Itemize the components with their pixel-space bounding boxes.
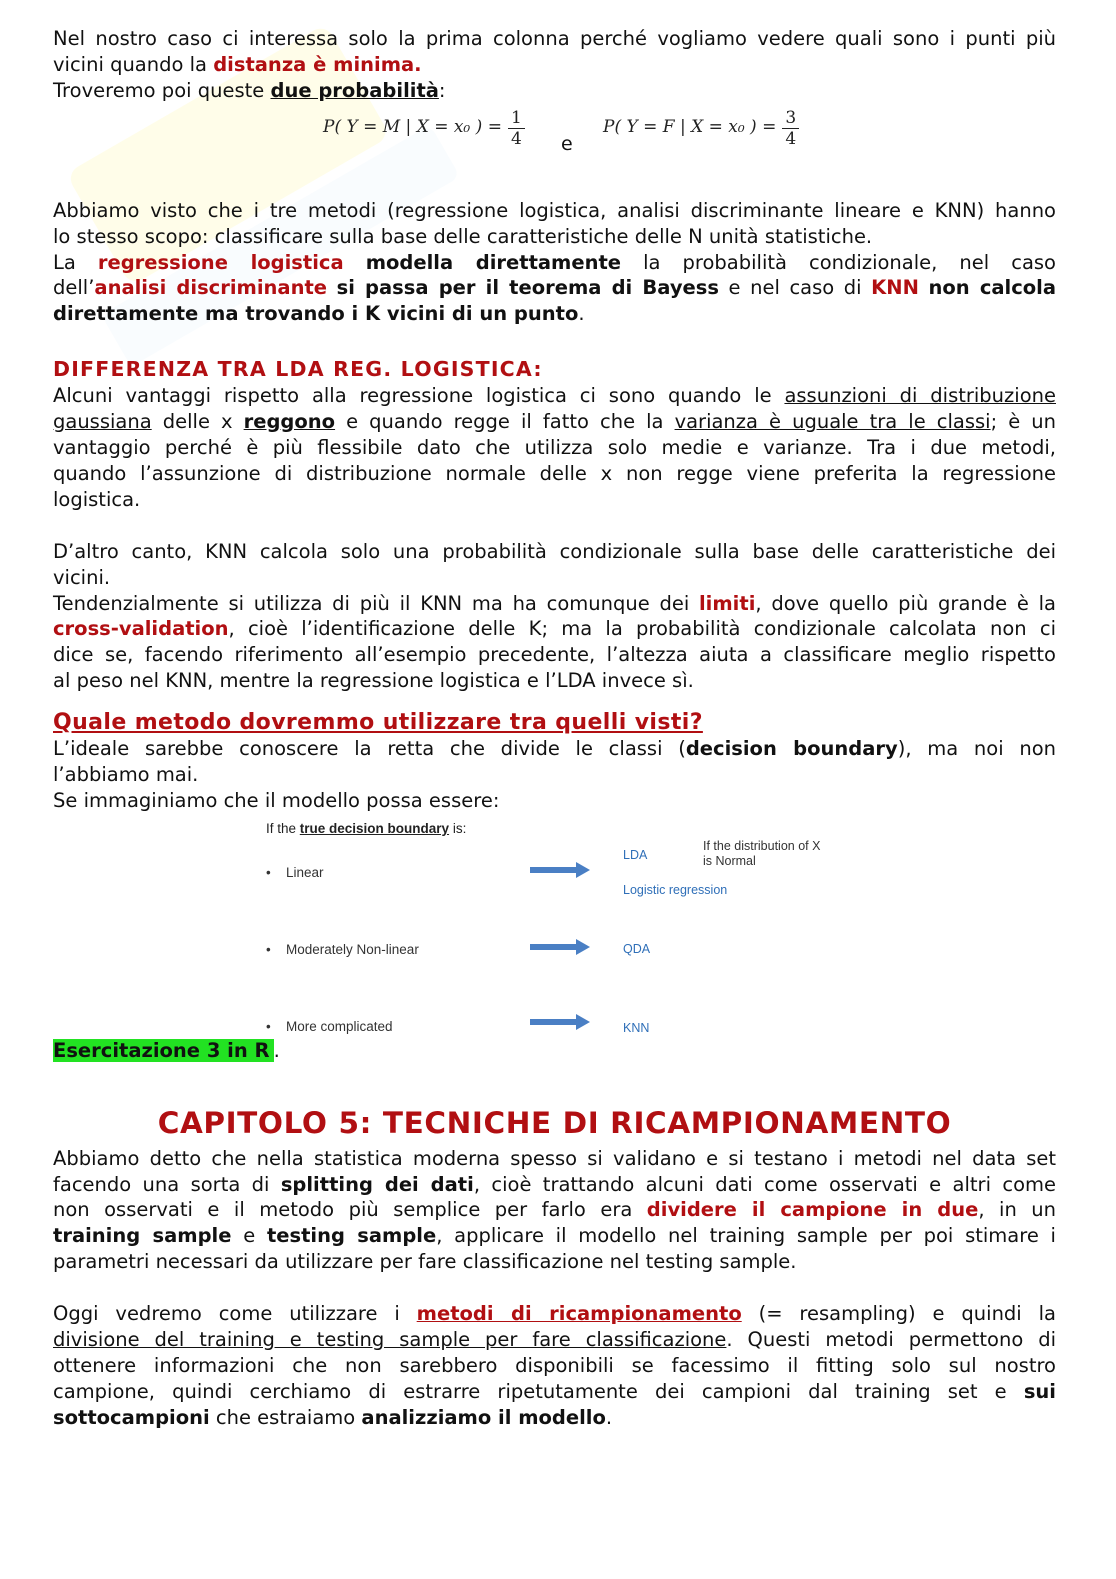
arrow-icon	[530, 1014, 590, 1030]
decision-boundary-figure	[53, 816, 1056, 1046]
paragraph-7-line-2: divisione del training e testing sample per fare classificazione. Questi metodi permettono di	[53, 1328, 1056, 1352]
section-heading-differenza: DIFFERENZA TRA LDA REG. LOGISTICA:	[53, 357, 543, 382]
bullet-linear: • Linear	[266, 864, 324, 880]
arrow-icon	[530, 939, 590, 955]
paragraph-4-line-3: Tendenzialmente si utilizza di più il KNN ma ha comunque dei limiti, dove quello più grande è la	[53, 591, 1056, 615]
bullet-more-complicated: • More complicated	[266, 1018, 393, 1034]
paragraph-6-line-4: training sample e testing sample, applicare il modello nel training sample per poi stimare i	[53, 1224, 1056, 1248]
document-page	[53, 26, 1056, 1431]
arrow-icon	[530, 862, 590, 878]
paragraph-3-line-2: gaussiana delle x reggono e quando regge il fatto che la varianza è uguale tra le classi; è un	[53, 410, 1056, 434]
paragraph-4-line-6: al peso nel KNN, mentre la regressione logistica e l’LDA invece sì.	[53, 669, 694, 693]
method-qda: QDA	[623, 941, 651, 956]
paragraph-3-line-1: Alcuni vantaggi rispetto alla regressione logistica ci sono quando le assunzioni di distribuzione	[53, 384, 1056, 408]
paragraph-7-line-4: campione, quindi cerchiamo di estrarre ripetutamente dei campioni dal training set e sui	[53, 1379, 1056, 1403]
paragraph-3-line-5: logistica.	[53, 487, 141, 511]
section-heading-quale-metodo: Quale metodo dovremmo utilizzare tra quelli visti?	[53, 710, 703, 736]
paragraph-2-line-4: dell’analisi discriminante si passa per il teorema di Bayess e nel caso di KNN non calcola	[53, 276, 1057, 300]
paragraph-2-line-3: La regressione logistica modella direttamente la probabilità condizionale, nel caso	[53, 250, 1056, 274]
paragraph-6-line-1: Abbiamo detto che nella statistica moderna spesso si validano e si testano i metodi nel data set	[53, 1146, 1056, 1170]
paragraph-6-line-2: facendo una sorta di splitting dei dati, cioè trattando alcuni dati come osservati e altri come	[53, 1172, 1056, 1196]
paragraph-6-line-3: non osservati e il metodo più semplice per farlo era dividere il campione in due, in un	[53, 1198, 1057, 1222]
paragraph-4-line-2: vicini.	[53, 565, 111, 589]
paragraph-5-line-1: L’ideale sarebbe conoscere la retta che divide le classi (decision boundary), ma noi non	[53, 737, 1057, 761]
method-logistic-regression: Logistic regression	[623, 882, 728, 897]
conjunction-e: e	[561, 132, 573, 155]
paragraph-2-line-1: Abbiamo visto che i tre metodi (regressione logistica, analisi discriminante lineare e KNN) hanno	[53, 198, 1056, 222]
figure-title: If the true decision boundary is:	[266, 820, 467, 836]
paragraph-4-line-5: dice se, facendo riferimento all’esempio precedente, l’altezza aiuta a classificare meglio rispetto	[53, 643, 1056, 667]
paragraph-6-line-5: parametri necessari da utilizzare per fare classificazione nel testing sample.	[53, 1250, 797, 1274]
paragraph-3-line-4: quando l’assunzione di distribuzione normale delle x non regge viene preferita la regressione	[53, 461, 1056, 485]
formula-male: P( Y = M | X = x₀ ) = $\frac{1}{4}$	[323, 108, 525, 149]
paragraph-1-line-3: Troveremo poi queste due probabilità:	[53, 78, 446, 102]
paragraph-7-line-3: ottenere informazioni che non sarebbero disponibili se facessimo il fitting solo sul nostro	[53, 1354, 1056, 1377]
chapter-title: CAPITOLO 5: TECNICHE DI RICAMPIONAMENTO	[157, 1105, 952, 1140]
paragraph-2-line-5: direttamente ma trovando i K vicini di un punto.	[53, 302, 585, 326]
paragraph-2-line-2: lo stesso scopo: classificare sulla base delle caratteristiche delle N unità statistiche.	[53, 224, 873, 248]
paragraph-7-line-5: sottocampioni che estraiamo analizziamo il modello.	[53, 1405, 613, 1429]
method-lda: LDA	[623, 847, 648, 862]
paragraph-7-line-1: Oggi vedremo come utilizzare i metodi di ricampionamento (= resampling) e quindi la	[53, 1302, 1056, 1326]
paragraph-5-line-2: l’abbiamo mai.	[53, 762, 199, 786]
formula-female: P( Y = F | X = x₀ ) = $\frac{3}{4}$	[603, 108, 799, 149]
paragraph-1-line-1: Nel nostro caso ci interessa solo la prima colonna perché vogliamo vedere quali sono i punti più	[53, 27, 1056, 50]
method-knn: KNN	[623, 1020, 650, 1035]
paragraph-5-line-3: Se immaginiamo che il modello possa essere:	[53, 788, 500, 812]
paragraph-4-line-4: cross-validation, cioè l’identificazione delle K; ma la probabilità condizionale calcolata non ci	[53, 617, 1056, 641]
paragraph-3-line-3: vantaggio perché è più flessibile dato che utilizza solo medie e varianze. Tra i due metodi,	[53, 435, 1056, 459]
exercise-line: Esercitazione 3 in R .	[53, 1038, 280, 1062]
paragraph-1-line-2: vicini quando la distanza è minima.	[53, 52, 422, 76]
paragraph-4-line-1: D’altro canto, KNN calcola solo una probabilità condizionale sulla base delle caratteristiche dei	[53, 539, 1056, 563]
emphasis-due-probabilita: due probabilità	[270, 78, 439, 102]
exercise-highlight: Esercitazione 3 in R	[53, 1039, 274, 1062]
probability-formulas	[53, 104, 1056, 198]
bullet-moderately-non-linear: • Moderately Non-linear	[266, 941, 419, 957]
emphasis-distanza: distanza è minima.	[213, 52, 422, 76]
normality-note: If the distribution of X is Normal	[703, 838, 821, 868]
